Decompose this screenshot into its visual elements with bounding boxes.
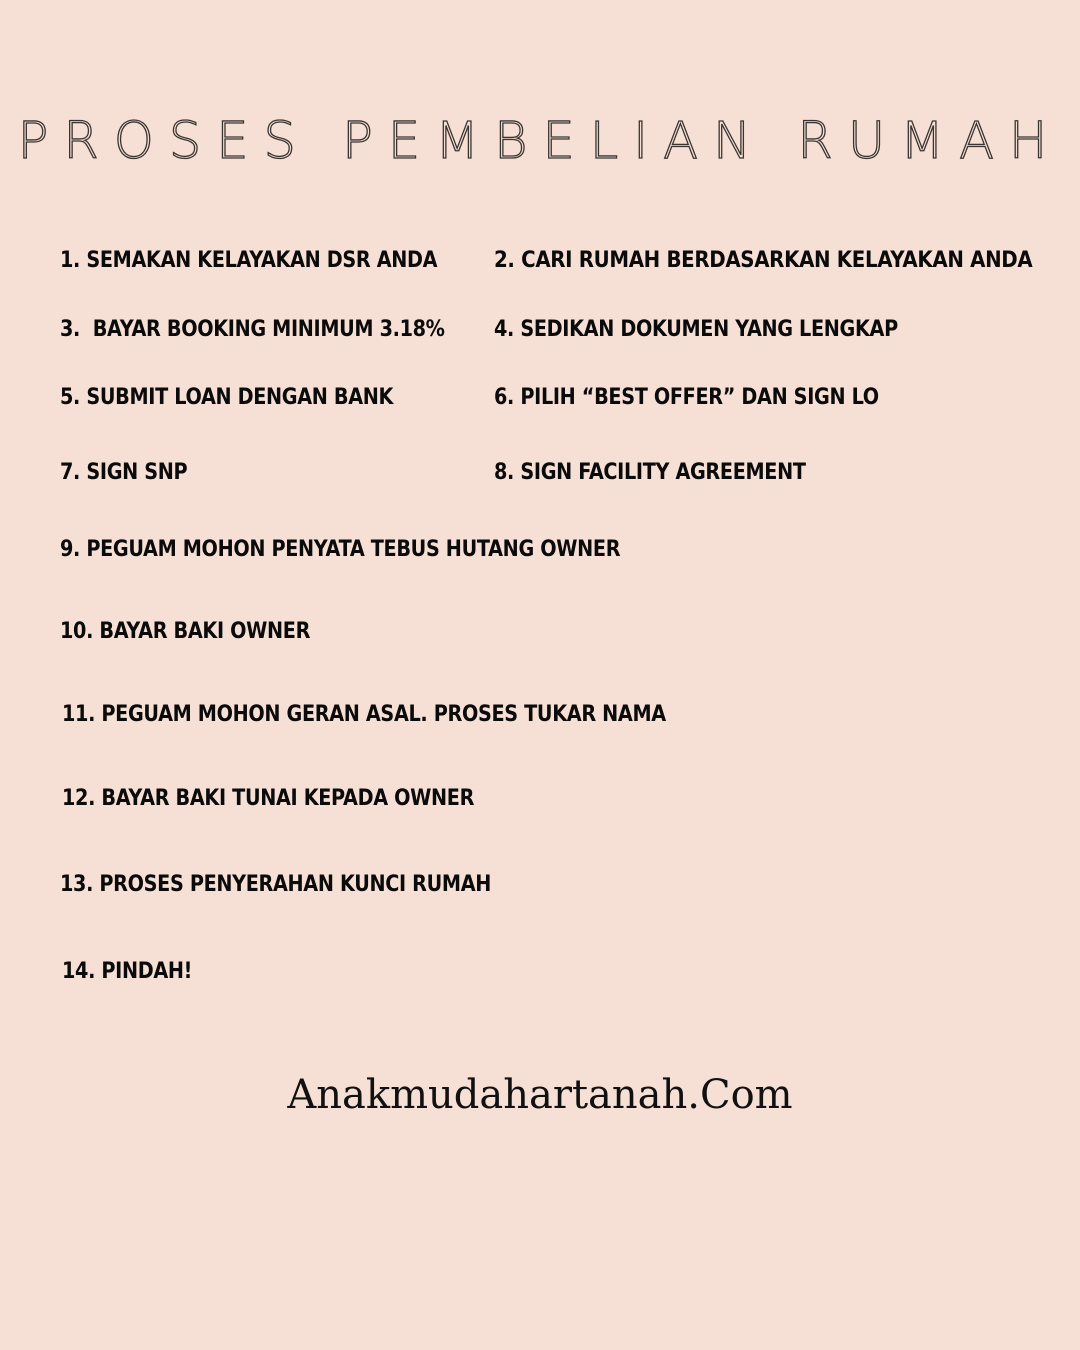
step-7: 7. SIGN SNP [60,459,188,485]
step-12: 12. BAYAR BAKI TUNAI KEPADA OWNER [62,785,475,811]
step-5: 5. SUBMIT LOAN DENGAN BANK [60,384,394,410]
step-11: 11. PEGUAM MOHON GERAN ASAL. PROSES TUKAR NAMA [62,701,666,727]
step-3: 3. BAYAR BOOKING MINIMUM 3.18% [60,316,445,342]
step-1: 1. SEMAKAN KELAYAKAN DSR ANDA [60,247,438,273]
step-6: 6. PILIH “BEST OFFER” DAN SIGN LO [494,384,879,410]
step-4: 4. SEDIKAN DOKUMEN YANG LENGKAP [494,316,898,342]
step-9: 9. PEGUAM MOHON PENYATA TEBUS HUTANG OWNER [60,536,621,562]
step-8: 8. SIGN FACILITY AGREEMENT [494,459,806,485]
step-13: 13. PROSES PENYERAHAN KUNCI RUMAH [60,871,492,897]
page-title: PROSES PEMBELIAN RUMAH [17,112,1063,171]
step-10: 10. BAYAR BAKI OWNER [60,618,311,644]
website-footer: Anakmudahartanah.Com [287,1072,793,1118]
step-2: 2. CARI RUMAH BERDASARKAN KELAYAKAN ANDA [494,247,1033,273]
step-14: 14. PINDAH! [62,958,193,984]
